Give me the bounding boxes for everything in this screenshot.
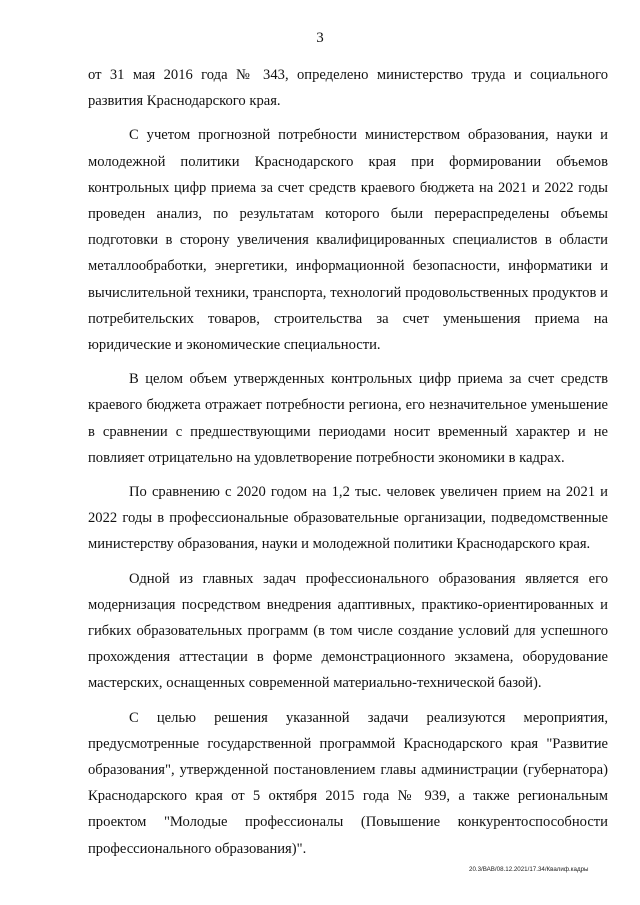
paragraph-4: По сравнению с 2020 годом на 1,2 тыс. человек увеличен прием на 2021 и 2022 годы в профессиональные образовательные организации, подведомственные министерству образования, науки и молодежной политики Краснодарского края. <box>88 484 608 553</box>
page-number: 3 <box>316 30 324 46</box>
paragraph-3: В целом объем утвержденных контрольных цифр приема за счет средств краевого бюджета отражает потребности региона, его незначительное уменьшение в сравнении с предшествующими периодами носит временный характер и не повлияет отрицательно на удовлетворение потребности экономики в кадрах. <box>88 371 608 466</box>
paragraph-6: С целью решения указанной задачи реализуются мероприятия, предусмотренные государственной программой Краснодарского края "Развитие образования", утвержденной постановлением главы администрации (губернатора) Краснодарского края от 5 октября 2015 года № 939, а также региональным проектом "Молодые профессионалы (Повышение конкурентоспособности профессионального образования)". <box>88 709 608 857</box>
paragraph-5: Одной из главных задач профессионального образования является его модернизация посредством внедрения адаптивных, практико-ориентированных и гибких образовательных программ (в том числе создание условий для успешного прохождения аттестации в форме демонстрационного экзамена, оборудование мастерских, оснащенных современной материально-технической базой). <box>88 570 608 692</box>
paragraph-2: С учетом прогнозной потребности министерством образования, науки и молодежной политики Краснодарского края при формировании объемов контрольных цифр приема за счет средств краевого бюджета на 2021 и 2022 годы проведен анализ, по результатам которого были перераспределены объемы подготовки в сторону увеличения квалифицированных специалистов в области металлообработки, энергетики, информационной безопасности, информатики и вычислительной техники, транспорта, технологий продовольственных продуктов и потребительских товаров, строительства за счет уменьшения приема на юридические и экономические специальности. <box>88 127 608 354</box>
document-body <box>88 62 608 870</box>
paragraph-1: от 31 мая 2016 года № 343, определено министерство труда и социального развития Краснодарского края. <box>88 67 608 110</box>
footer-document-code: 20.3/ВАВ/08.12.2021/17.34/Квалиф.кадры <box>469 866 589 873</box>
